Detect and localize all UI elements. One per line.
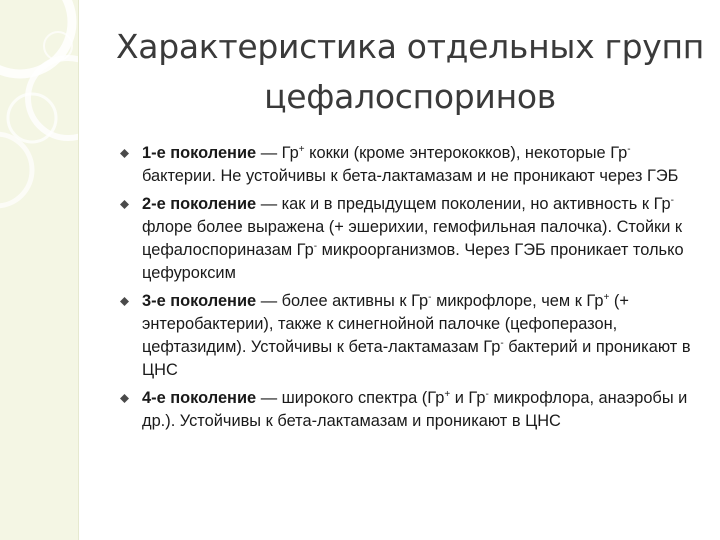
title-line-2: цефалоспоринов — [264, 77, 556, 116]
bullet-text: кокки (кроме энтерококков), некоторые Гр — [304, 144, 628, 162]
list-item-generation-2 — [120, 193, 698, 285]
superscript: - — [313, 241, 318, 252]
superscript: + — [444, 389, 451, 400]
slide-title — [100, 22, 720, 122]
decorative-circles-graphic — [0, 0, 78, 540]
generation-label: 3-е поколение — [142, 292, 257, 310]
bullet-text: микрофлора, анаэробы и др.). Устойчивы к бета-лактамазам и проникают в ЦНС — [142, 389, 688, 430]
list-item-generation-1 — [120, 142, 698, 188]
bullet-text: бактерии. Не устойчивы к бета-лактамазам и не проникают через ГЭБ — [142, 167, 679, 185]
bullet-text: и Гр — [450, 389, 486, 407]
superscript: + — [603, 292, 610, 303]
band-divider — [78, 0, 79, 540]
generations-list — [120, 142, 698, 438]
list-item-generation-4 — [120, 387, 698, 433]
superscript: - — [428, 292, 432, 303]
bullet-text: микроорганизмов. Через ГЭБ проникает только цефуроксим — [142, 241, 684, 282]
generation-label: 4-е поколение — [142, 389, 257, 407]
diamond-bullet-icon — [120, 200, 129, 209]
title-line-1: Характеристика отдельных групп — [116, 27, 704, 66]
bullet-text: — широкого спектра (Гр — [256, 389, 445, 407]
superscript: - — [500, 338, 504, 349]
superscript: - — [627, 144, 631, 155]
decorative-side-band — [0, 0, 78, 540]
bullet-text: бактерий и проникают в ЦНС — [142, 338, 691, 379]
diamond-bullet-icon — [120, 394, 129, 403]
bullet-text: — как и в предыдущем поколении, но активность к Гр — [256, 195, 671, 213]
generation-label: 1-е поколение — [142, 144, 257, 162]
superscript: + — [298, 144, 305, 155]
list-item-generation-3 — [120, 290, 698, 382]
diamond-bullet-icon — [120, 297, 129, 306]
superscript: - — [670, 195, 675, 206]
generation-label: 2-е поколение — [142, 195, 257, 213]
bullet-text: флоре более выражена (+ эшерихии, гемофильная палочка). Стойки к цефалоспориназам Гр — [142, 218, 683, 259]
diamond-bullet-icon — [120, 149, 129, 158]
superscript: - — [485, 389, 489, 400]
bullet-text: — более активны к Гр — [256, 292, 429, 310]
bullet-text: микрофлоре, чем к Гр — [431, 292, 604, 310]
bullet-text: (+ энтеробактерии), также к синегнойной палочке (цефоперазон, цефтазидим). Устойчивы к бета-лактамазам Гр — [142, 292, 629, 356]
bullet-text: — Гр — [256, 144, 299, 162]
